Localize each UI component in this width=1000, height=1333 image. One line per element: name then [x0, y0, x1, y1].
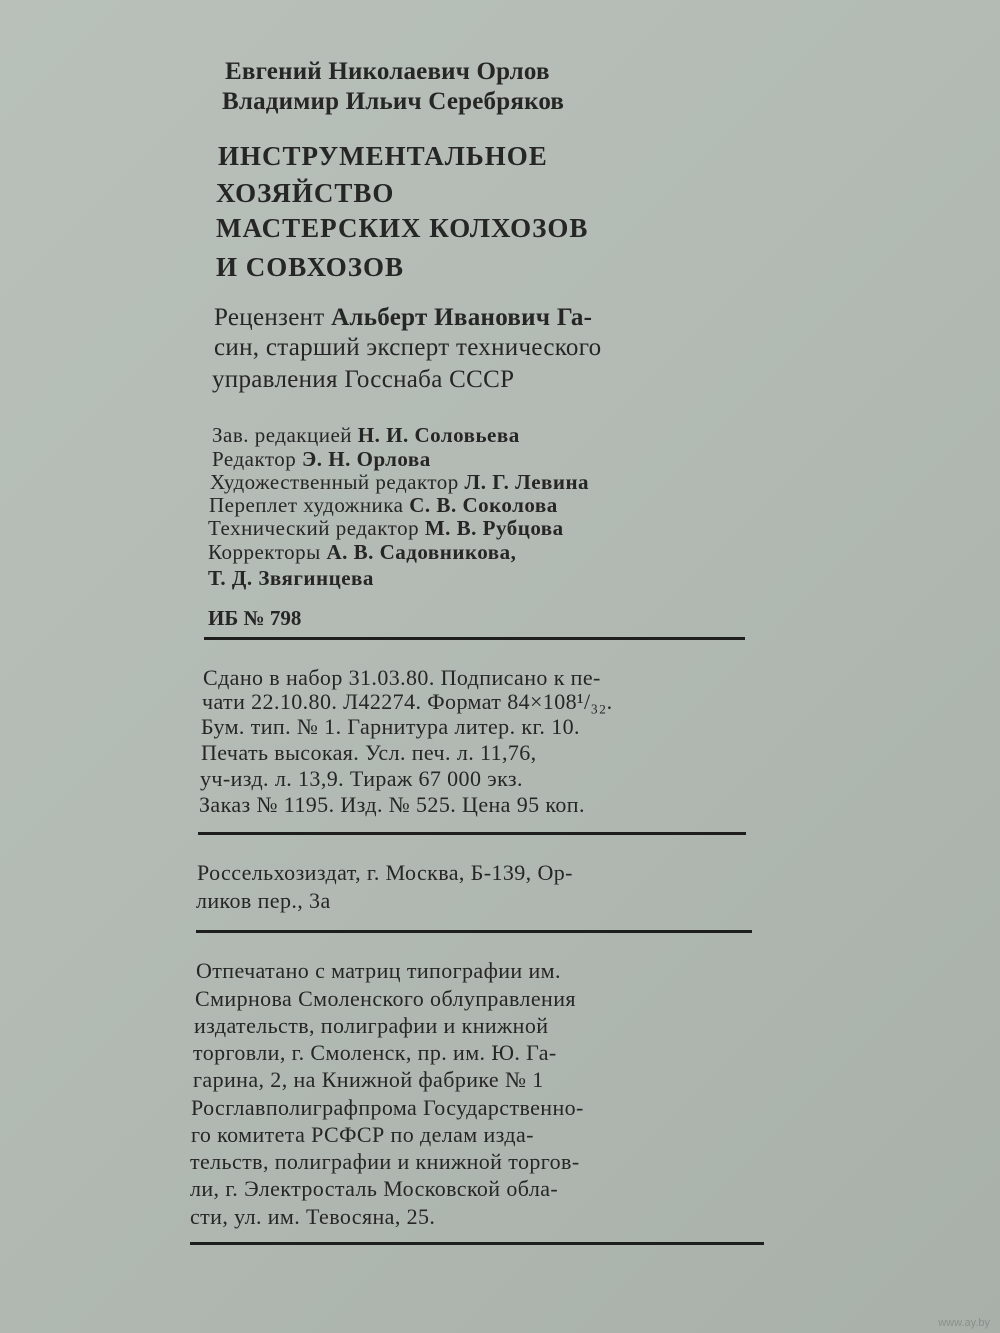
title-line-3: МАСТЕРСКИХ КОЛХОЗОВ: [216, 213, 589, 243]
reviewer-label: Рецензент: [214, 304, 325, 331]
printer-line: сти, ул. им. Тевосяна, 25.: [190, 1204, 436, 1229]
printer-line: тельств, полиграфии и книжной торгов-: [190, 1149, 580, 1174]
staff-row: [208, 540, 516, 565]
ib-number: ИБ № 798: [208, 606, 302, 630]
reviewer-name: Альберт Иванович Га-: [331, 304, 593, 331]
watermark: www.ay.by: [938, 1317, 990, 1329]
print-detail-line: Бум. тип. № 1. Гарнитура литер. кг. 10.: [201, 714, 580, 739]
staff-name: М. В. Рубцова: [424, 516, 564, 540]
printer-line: го комитета РСФСР по делам изда-: [191, 1122, 534, 1147]
staff-role: Технический редактор: [208, 516, 420, 540]
staff-role: Художественный редактор: [210, 470, 459, 494]
author-2: Владимир Ильич Серебряков: [222, 88, 565, 115]
printer-line: торговли, г. Смоленск, пр. им. Ю. Га-: [193, 1040, 557, 1065]
author-1: Евгений Николаевич Орлов: [225, 58, 550, 85]
staff-row: [208, 516, 564, 541]
print-detail-line: Заказ № 1195. Изд. № 525. Цена 95 коп.: [199, 792, 585, 817]
print-detail-line: уч-изд. л. 13,9. Тираж 67 000 экз.: [200, 766, 523, 791]
title-line-1: ИНСТРУМЕНТАЛЬНОЕ: [218, 141, 548, 171]
printer-line: Отпечатано с матриц типографии им.: [196, 958, 561, 983]
title-line-4: И СОВХОЗОВ: [216, 252, 404, 282]
divider-rule: [198, 832, 746, 835]
staff-name: Н. И. Соловьева: [357, 423, 520, 447]
reviewer-line-3: управления Госснаба СССР: [212, 366, 515, 393]
print-detail-line: Сдано в набор 31.03.80. Подписано к пе-: [203, 665, 601, 690]
staff-row: [209, 493, 558, 518]
print-detail-line: чати 22.10.80. Л42274. Формат 84×108¹/₃₂.: [202, 689, 613, 714]
staff-name: Э. Н. Орлова: [302, 447, 431, 471]
staff-role: Редактор: [212, 447, 297, 471]
title-line-2: ХОЗЯЙСТВО: [216, 178, 395, 208]
printer-line: ли, г. Электросталь Московской обла-: [190, 1176, 559, 1201]
staff-row: [208, 566, 374, 591]
publisher-line: ликов пер., 3а: [196, 888, 331, 913]
staff-row: [212, 423, 520, 448]
publisher-line: Россельхозиздат, г. Москва, Б-139, Ор-: [197, 860, 573, 885]
staff-role: Корректоры: [208, 540, 321, 564]
divider-rule: [190, 1242, 764, 1245]
divider-rule: [204, 637, 745, 640]
reviewer-line-2: син, старший эксперт технического: [214, 334, 602, 361]
divider-rule: [196, 930, 752, 933]
printer-line: издательств, полиграфии и книжной: [194, 1013, 549, 1038]
printer-line: гарина, 2, на Книжной фабрике № 1: [193, 1067, 544, 1092]
staff-name: Т. Д. Звягинцева: [208, 566, 374, 590]
printer-line: Росглавполиграфпрома Государственно-: [191, 1095, 584, 1120]
staff-name: С. В. Соколова: [409, 493, 558, 517]
reviewer-line-1: [214, 304, 592, 332]
printer-line: Смирнова Смоленского облуправления: [195, 986, 576, 1011]
print-detail-line: Печать высокая. Усл. печ. л. 11,76,: [201, 740, 537, 765]
staff-row: [212, 447, 431, 472]
staff-name: А. В. Садовникова,: [326, 540, 517, 564]
staff-row: [210, 470, 589, 495]
staff-name: Л. Г. Левина: [464, 470, 590, 494]
staff-role: Переплет художника: [209, 493, 404, 517]
staff-role: Зав. редакцией: [212, 423, 353, 447]
